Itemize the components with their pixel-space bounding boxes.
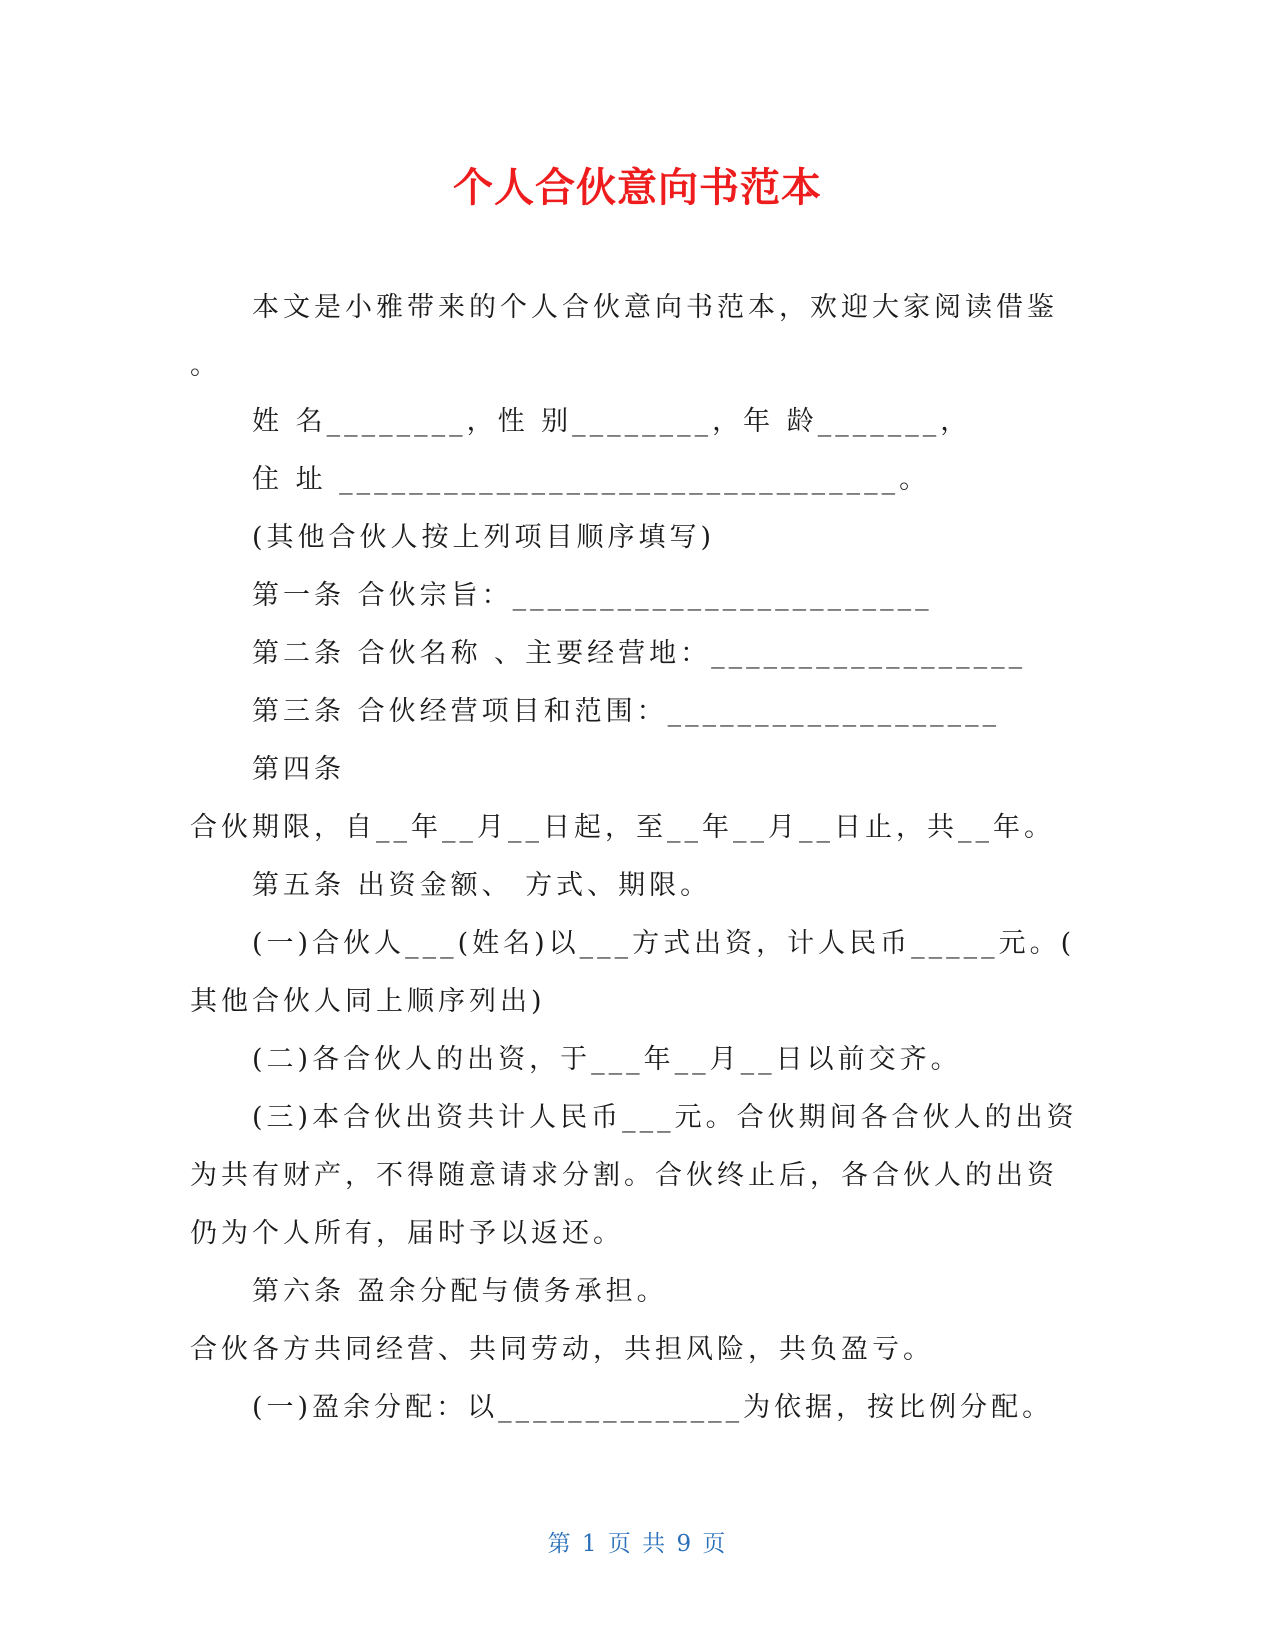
article-5-heading: 第五条 出资金额、 方式、期限。: [252, 870, 712, 901]
article-6-heading: 第六条 盈余分配与债务承担。: [252, 1276, 668, 1307]
article-4-term: 合伙期限，自__年__月__日起，至__年__月__日止，共__年。: [190, 812, 1055, 843]
article-6-principle: 合伙各方共同经营、共同劳动，共担风险，共负盈亏。: [190, 1334, 934, 1365]
intro-line-2: 。: [190, 350, 221, 381]
other-partners-note: (其他合伙人按上列项目顺序填写): [252, 522, 716, 553]
article-6-item-1: (一)盈余分配：以______________为依据，按比例分配。: [252, 1392, 1054, 1423]
article-4-heading: 第四条: [252, 754, 345, 785]
article-2: 第二条 合伙名称 、主要经营地：__________________: [252, 638, 1027, 669]
article-5-item-1-line-1: (一)合伙人___(姓名)以___方式出资，计人民币_____元。(: [252, 928, 1076, 959]
document-title: 个人合伙意向书范本: [453, 165, 822, 211]
address-line: 住 址 ________________________________。: [252, 464, 931, 495]
intro-line-1: 本文是小雅带来的个人合伙意向书范本，欢迎大家阅读借鉴: [252, 292, 1058, 323]
article-1: 第一条 合伙宗旨：________________________: [252, 580, 933, 611]
article-5-item-3-line-3: 仍为个人所有，届时予以返还。: [190, 1218, 624, 1249]
article-5-item-2: (二)各合伙人的出资，于___年__月__日以前交齐。: [252, 1044, 962, 1075]
name-gender-age-line: 姓 名________，性 别________，年 龄_______，: [252, 406, 972, 437]
page-number: 第 1 页 共 9 页: [547, 1531, 728, 1557]
article-5-item-3-line-1: (三)本合伙出资共计人民币___元。合伙期间各合伙人的出资: [252, 1102, 1078, 1133]
article-5-item-1-line-2: 其他合伙人同上顺序列出): [190, 986, 546, 1017]
article-5-item-3-line-2: 为共有财产，不得随意请求分割。合伙终止后，各合伙人的出资: [190, 1160, 1058, 1191]
article-3: 第三条 合伙经营项目和范围：___________________: [252, 696, 1001, 727]
